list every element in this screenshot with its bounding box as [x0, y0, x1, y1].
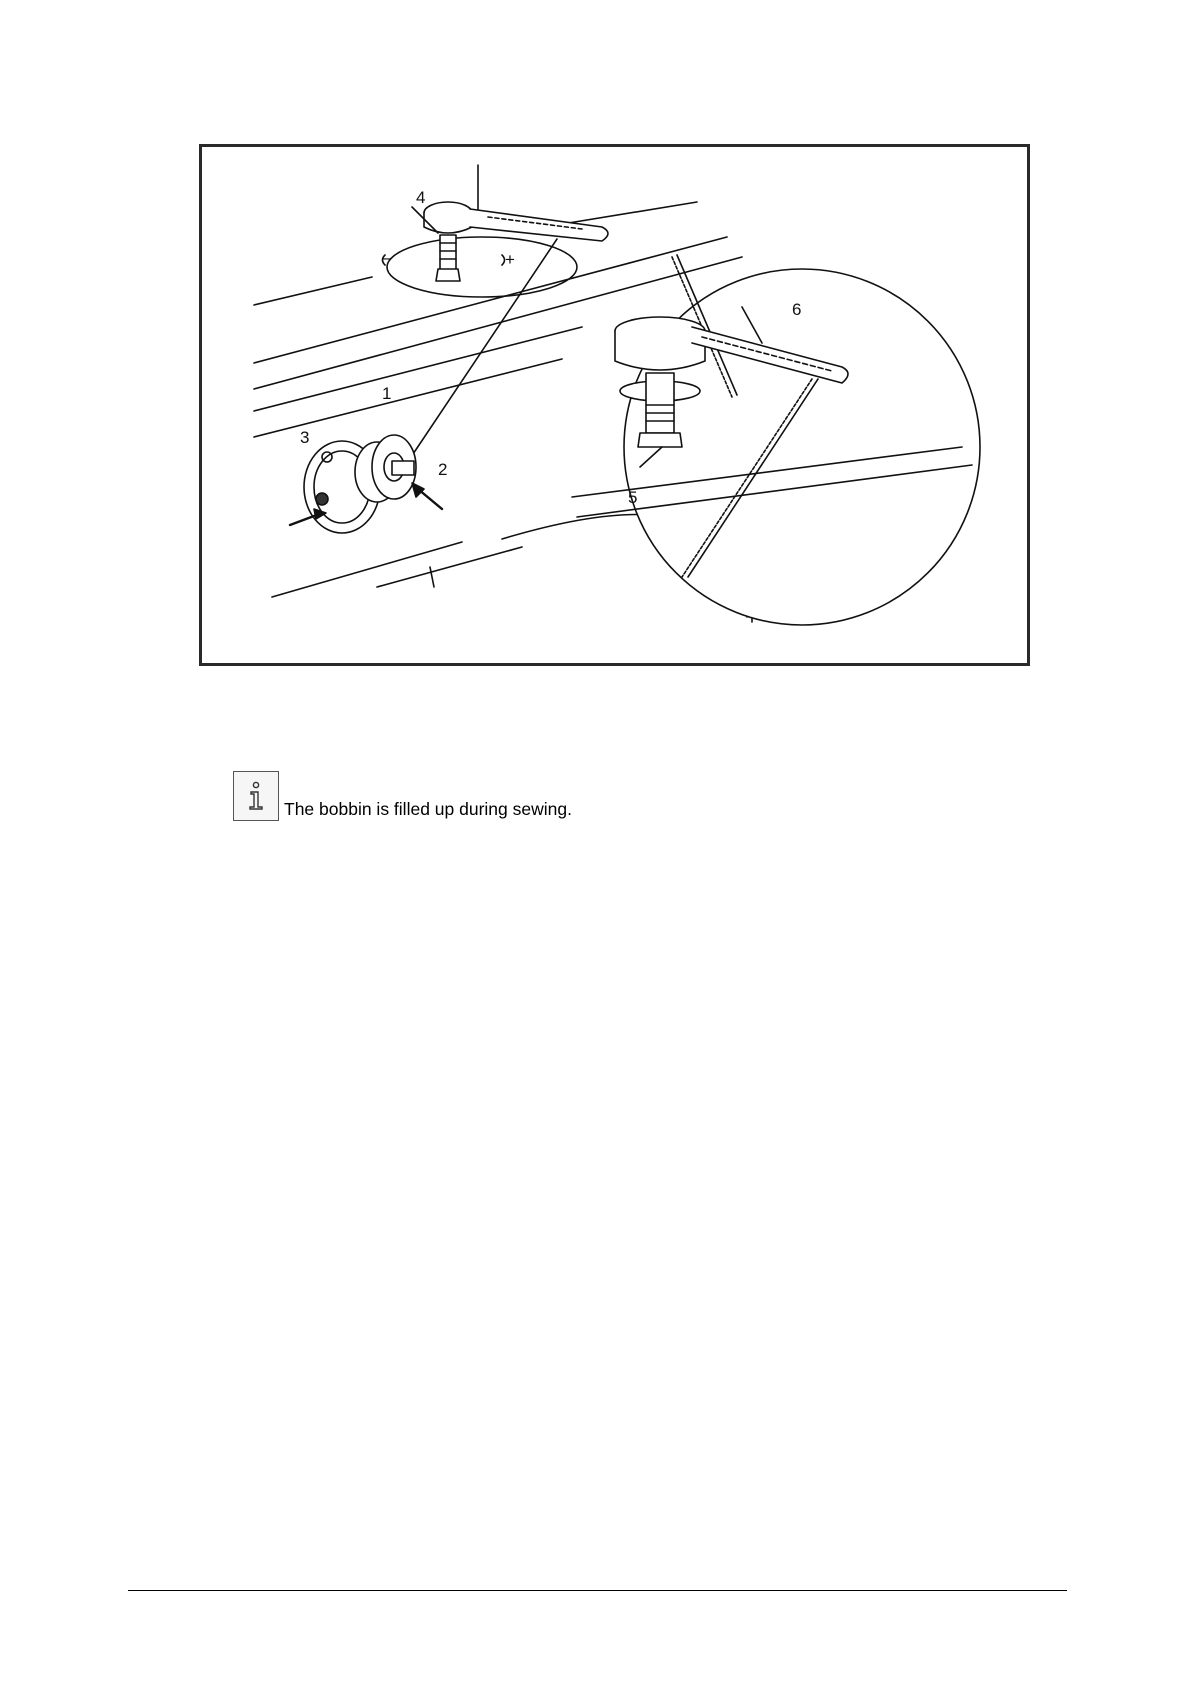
magnified-detail [572, 255, 980, 625]
callout-5: 5 [628, 488, 638, 507]
footer-rule [128, 1590, 1067, 1591]
callout-4: 4 [416, 188, 426, 207]
callout-2: 2 [438, 460, 448, 479]
info-icon [233, 771, 279, 821]
bobbin-case [290, 435, 442, 533]
tension-circle [387, 237, 577, 297]
callout-6: 6 [792, 300, 802, 319]
minus-sign: – [382, 248, 392, 267]
plus-sign: + [505, 250, 515, 269]
figure-frame [199, 144, 1030, 666]
info-note [233, 771, 572, 821]
callout-3: 3 [300, 428, 310, 447]
info-note-text: The bobbin is filled up during sewing. [284, 799, 572, 819]
bobbin-winder-illustration [202, 147, 1027, 663]
callout-1: 1 [382, 384, 392, 403]
thread-line [407, 239, 557, 463]
bobbin-winder-top [383, 165, 609, 281]
